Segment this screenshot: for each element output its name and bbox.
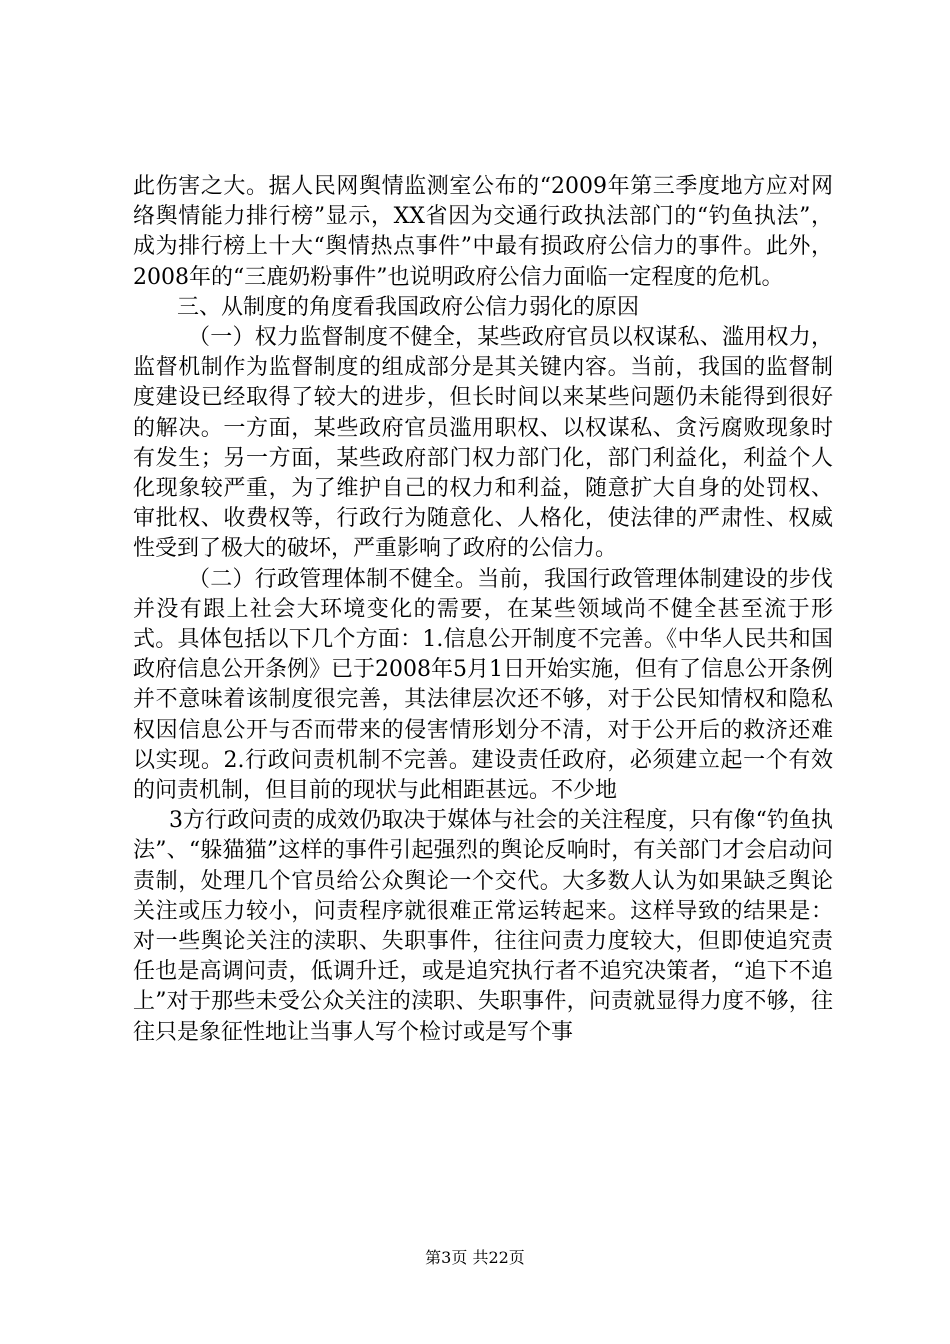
paragraph-continuation: 此伤害之大。据人民网舆情监测室公布的“2009年第三季度地方应对网络舆情能力排行榜”显示，XX省因为交通行政执法部门的“钓鱼执法”，成为排行榜上十大“舆情热点事件”中最有损政府公信力的事件。此外，2008年的“三鹿奶粉事件”也说明政府公信力面临一定程度的危机。 [133,174,833,290]
paragraph-supervision: （一）权力监督制度不健全，某些政府官员以权谋私、滥用权力，监督机制作为监督制度的组成部分是其关键内容。当前，我国的监督制度建设已经取得了较大的进步，但长时间以来某些问题仍未能得到很好的解决。一方面，某些政府官员滥用职权、以权谋私、贪污腐败现象时有发生；另一方面，某些政府部门权力部门化，部门利益化，利益个人化现象较严重，为了维护自己的权力和利益，随意扩大自身的处罚权、审批权、收费权等，行政行为随意化、人格化，使法律的严肃性、权威性受到了极大的破坏，严重影响了政府的公信力。 [133,325,833,562]
document-body [133,172,833,1048]
page-footer: 第3页 共22页 [425,1248,525,1267]
paragraph-accountability: 3方行政问责的成效仍取决于媒体与社会的关注程度，只有像“钓鱼执法”、“躲猫猫”这样的事件引起强烈的舆论反响时，有关部门才会启动问责制，处理几个官员给公众舆论一个交代。大多数人认为如果缺乏舆论关注或压力较小，问责程序就很难正常运转起来。这样导致的结果是：对一些舆论关注的渎职、失职事件，往往问责力度较大，但即使追究责任也是高调问责，低调升迁，或是追究执行者不追究决策者，“追下不追上”对于那些未受公众关注的渎职、失职事件，问责就显得力度不够，往往只是象征性地让当事人写个检讨或是写个事 [133,808,833,1045]
section-heading: 三、从制度的角度看我国政府公信力弱化的原因 [177,294,640,320]
paragraph-administration: （二）行政管理体制不健全。当前，我国行政管理体制建设的步伐并没有跟上社会大环境变化的需要，在某些领域尚不健全甚至流于形式。具体包括以下几个方面：1.信息公开制度不完善。《中华人民共和国政府信息公开条例》已于2008年5月1日开始实施，但有了信息公开条例并不意味着该制度很完善，其法律层次还不够，对于公民知情权和隐私权因信息公开与否而带来的侵害情形划分不清，对于公开后的救济还难以实现。2.行政问责机制不完善。建设责任政府，必须建立起一个有效的问责机制，但目前的现状与此相距甚远。不少地 [133,566,833,804]
